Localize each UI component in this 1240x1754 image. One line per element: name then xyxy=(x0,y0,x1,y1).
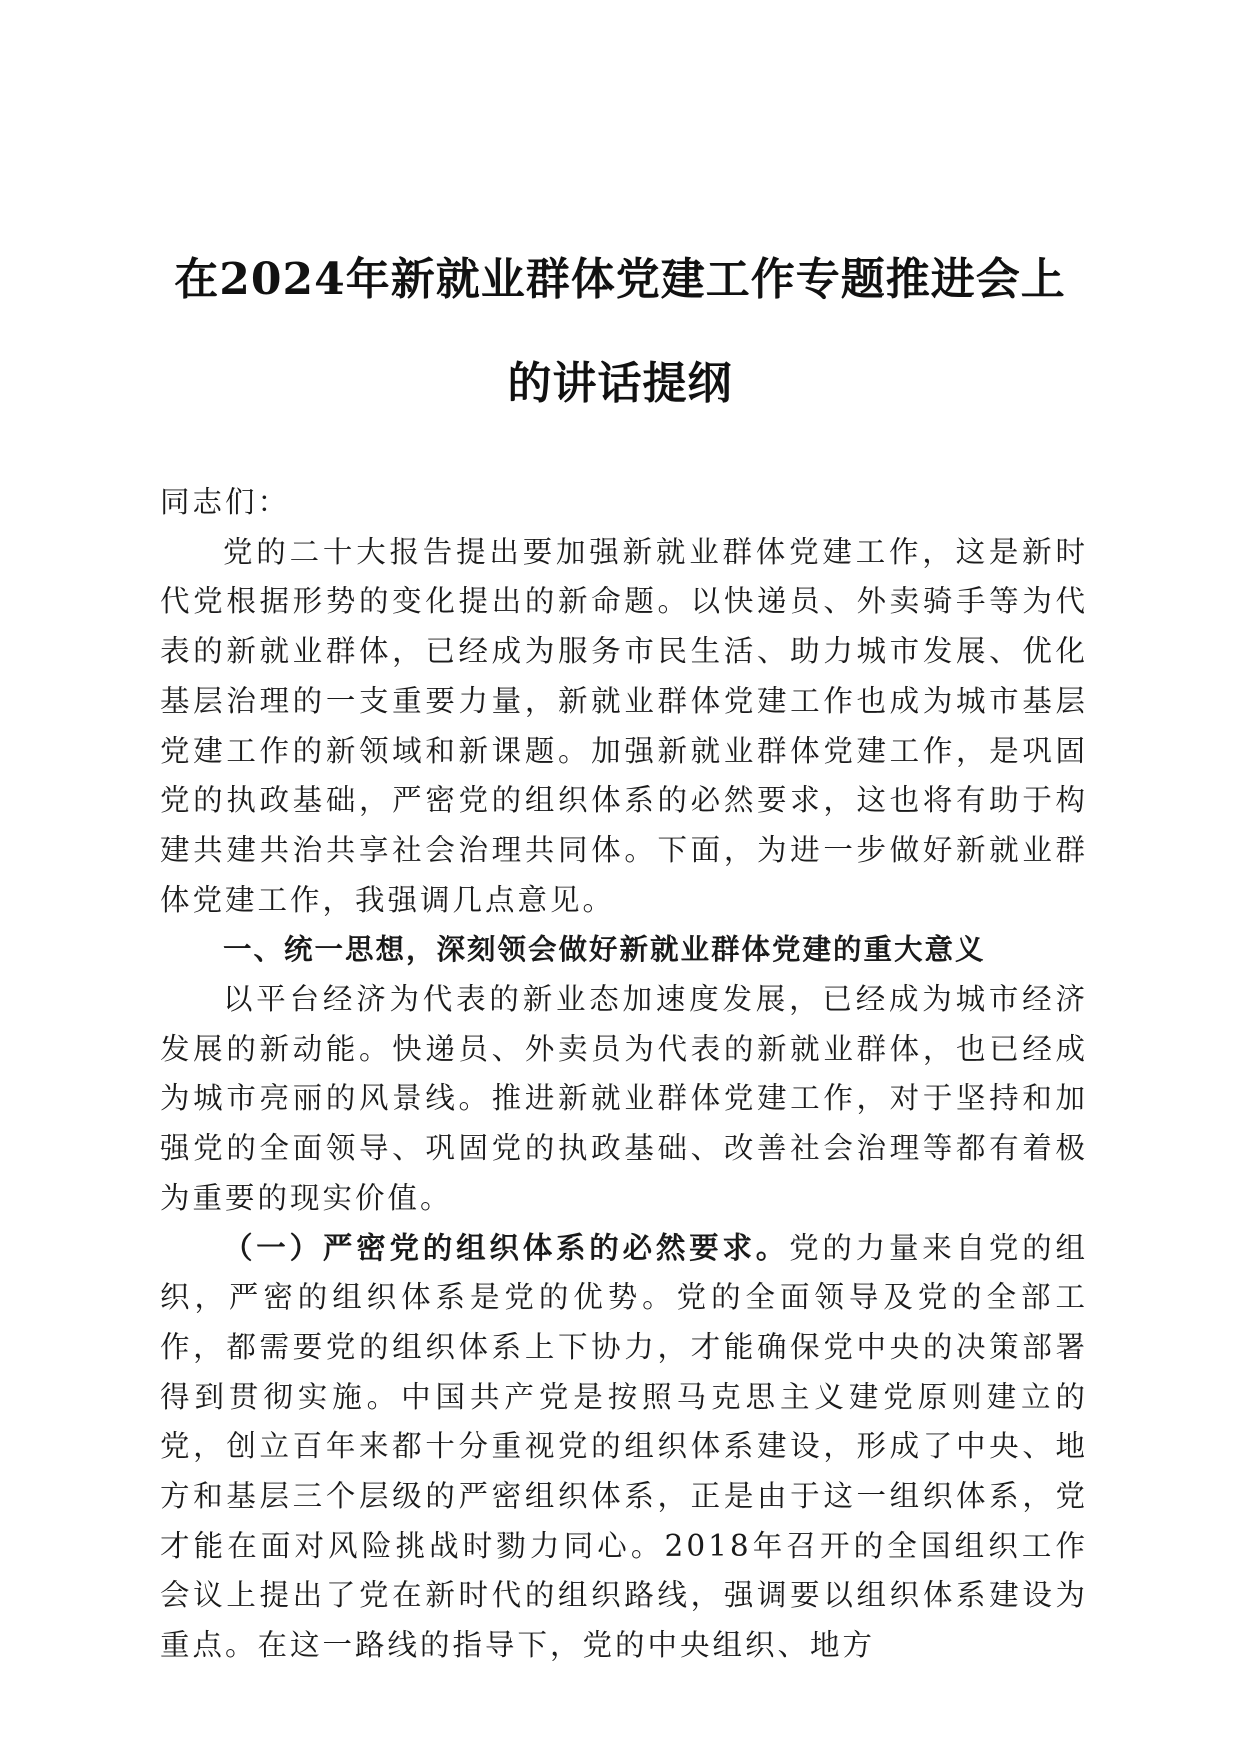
intro-paragraph: 党的二十大报告提出要加强新就业群体党建工作，这是新时代党根据形势的变化提出的新命题。以快递员、外卖骑手等为代表的新就业群体，已经成为服务市民生活、助力城市发展、优化基层治理的一支重要力量，新就业群体党建工作也成为城市基层党建工作的新领域和新课题。加强新就业群体党建工作，是巩固党的执政基础，严密党的组织体系的必然要求，这也将有助于构建共建共治共享社会治理共同体。下面，为进一步做好新就业群体党建工作，我强调几点意见。 xyxy=(160,534,1088,917)
subsection-1-text: 党的力量来自党的组织，严密的组织体系是党的优势。党的全面领导及党的全部工作，都需要党的组织体系上下协力，才能确保党中央的决策部署得到贯彻实施。中国共产党是按照马克思主义建党原则建立的党，创立百年来都十分重视党的组织体系建设，形成了中央、地方和基层三个层级的严密组织体系，正是由于这一组织体系，党才能在面对风险挑战时勠力同心。2018年召开的全国组织工作会议上提出了党在新时代的组织路线，强调要以组织体系建设为重点。在这一路线的指导下，党的中央组织、地方 xyxy=(160,1230,1088,1663)
title-line-2: 的讲话提纲 xyxy=(507,358,733,409)
salutation: 同志们： xyxy=(160,485,291,519)
subsection-1-paragraph xyxy=(160,1224,1088,1671)
document-body xyxy=(160,478,1088,1671)
section-1-paragraph: 以平台经济为代表的新业态加速度发展，已经成为城市经济发展的新动能。快递员、外卖员为代表的新就业群体，也已经成为城市亮丽的风景线。推进新就业群体党建工作，对于坚持和加强党的全面领导、巩固党的执政基础、改善社会治理等都有着极为重要的现实价值。 xyxy=(160,982,1088,1215)
document-title xyxy=(140,228,1100,436)
section-heading-1: 一、统一思想，深刻领会做好新就业群体党建的重大意义 xyxy=(223,933,986,967)
subsection-heading-1: （一）严密党的组织体系的必然要求。 xyxy=(223,1230,790,1265)
title-line-1: 在2024年新就业群体党建工作专题推进会上 xyxy=(174,254,1066,305)
